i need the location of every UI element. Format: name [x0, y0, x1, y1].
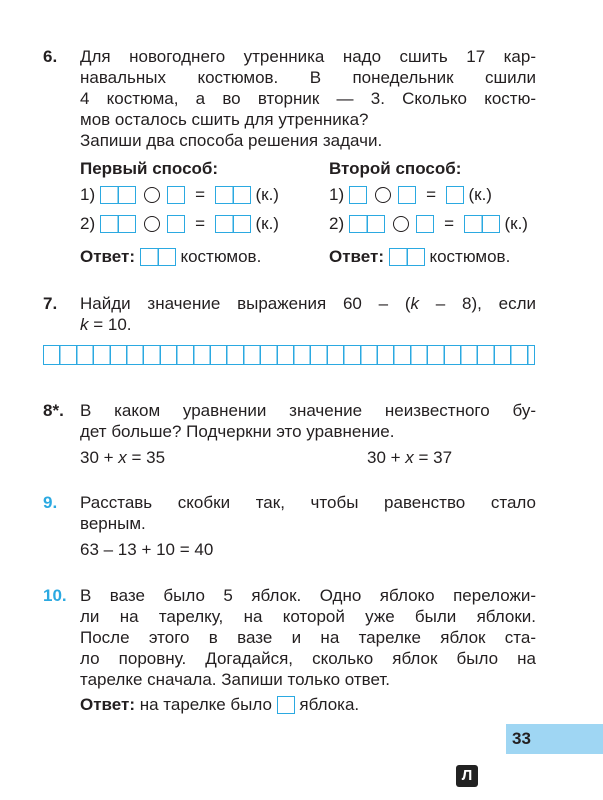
answer-unit: костюмов.	[180, 247, 262, 266]
answer-unit: костюмов.	[429, 247, 511, 266]
task-10-line-4: ло поровну. Догадайся, сколько яблок было на	[80, 649, 536, 668]
answer-box[interactable]	[349, 215, 385, 233]
answer-box[interactable]	[167, 215, 185, 233]
task-10-answer	[80, 694, 359, 715]
step-label: 1)	[329, 185, 345, 204]
method-1-step-2	[80, 213, 279, 234]
answer-label: Ответ:	[329, 247, 384, 266]
task-8-line-2: дет больше? Подчеркни это уравнение.	[80, 422, 395, 441]
task-7-line-2: k = 10.	[80, 315, 132, 334]
operator-circle[interactable]	[144, 187, 160, 203]
equation-1[interactable]: 30 + x = 35	[80, 448, 166, 467]
method-1-step-1	[80, 184, 279, 205]
method-1-answer	[80, 246, 261, 267]
operator-circle[interactable]	[393, 216, 409, 232]
answer-box[interactable]	[398, 186, 416, 204]
task-6-number: 6.	[43, 47, 58, 66]
task-7-line-1: Найди значение выражения 60 – (k – 8), если	[80, 294, 536, 313]
step-label: 2)	[80, 214, 96, 233]
expression[interactable]: 63 – 13 + 10 = 40	[80, 540, 214, 559]
step-label: 1)	[80, 185, 96, 204]
answer-suffix: яблока.	[299, 695, 360, 714]
task-9-line-1: Расставь скобки так, чтобы равенство стало	[80, 493, 536, 512]
method-1-title: Первый способ:	[80, 159, 219, 178]
page-number: 33	[512, 729, 531, 748]
answer-box[interactable]	[215, 215, 251, 233]
task-7-number: 7.	[43, 294, 58, 313]
answer-label: Ответ:	[80, 695, 135, 714]
answer-box[interactable]	[446, 186, 464, 204]
equals-sign: =	[195, 185, 205, 204]
method-2-answer	[329, 246, 510, 267]
task-10-line-1: В вазе было 5 яблок. Одно яблоко переложи-	[80, 586, 536, 605]
task-10-number: 10.	[43, 586, 67, 605]
answer-box[interactable]	[389, 248, 425, 266]
task-9-line-2: верным.	[80, 514, 146, 533]
answer-cell-grid[interactable]	[43, 345, 535, 365]
answer-box[interactable]	[416, 215, 434, 233]
step-label: 2)	[329, 214, 345, 233]
answer-box[interactable]	[140, 248, 176, 266]
unit-label: (к.)	[504, 214, 528, 233]
unit-label: (к.)	[468, 185, 492, 204]
method-2-step-1	[329, 184, 492, 205]
task-6-line-4: мов осталось сшить для утренника?	[80, 110, 369, 129]
answer-box[interactable]	[277, 696, 295, 714]
equals-sign: =	[195, 214, 205, 233]
answer-prefix: на тарелке было	[139, 695, 272, 714]
method-2-step-2	[329, 213, 528, 234]
task-10-line-5: тарелке сначала. Запиши только ответ.	[80, 670, 390, 689]
unit-label: (к.)	[255, 185, 279, 204]
method-2-title: Второй способ:	[329, 159, 462, 178]
task-10-line-2: ли на тарелку, на которой уже были яблоки.	[80, 607, 536, 626]
publisher-logo: Л	[456, 765, 478, 787]
task-8-line-1: В каком уравнении значение неизвестного бу-	[80, 401, 536, 420]
answer-box[interactable]	[167, 186, 185, 204]
operator-circle[interactable]	[375, 187, 391, 203]
task-6-line-1: Для новогоднего утренника надо сшить 17 кар-	[80, 47, 536, 66]
equals-sign: =	[444, 214, 454, 233]
task-9-number: 9.	[43, 493, 58, 512]
task-10-line-3: После этого в вазе и на тарелке яблок ста-	[80, 628, 536, 647]
answer-box[interactable]	[349, 186, 367, 204]
unit-label: (к.)	[255, 214, 279, 233]
operator-circle[interactable]	[144, 216, 160, 232]
answer-box[interactable]	[100, 215, 136, 233]
answer-box[interactable]	[464, 215, 500, 233]
task-6-line-3: 4 костюма, а во вторник — 3. Сколько костю-	[80, 89, 536, 108]
equals-sign: =	[426, 185, 436, 204]
answer-box[interactable]	[100, 186, 136, 204]
equation-2[interactable]: 30 + x = 37	[367, 448, 453, 467]
task-6-line-2: навальных костюмов. В понедельник сшили	[80, 68, 536, 87]
task-8-number: 8*.	[43, 401, 64, 420]
answer-label: Ответ:	[80, 247, 135, 266]
task-6-line-5: Запиши два способа решения задачи.	[80, 131, 383, 150]
answer-box[interactable]	[215, 186, 251, 204]
